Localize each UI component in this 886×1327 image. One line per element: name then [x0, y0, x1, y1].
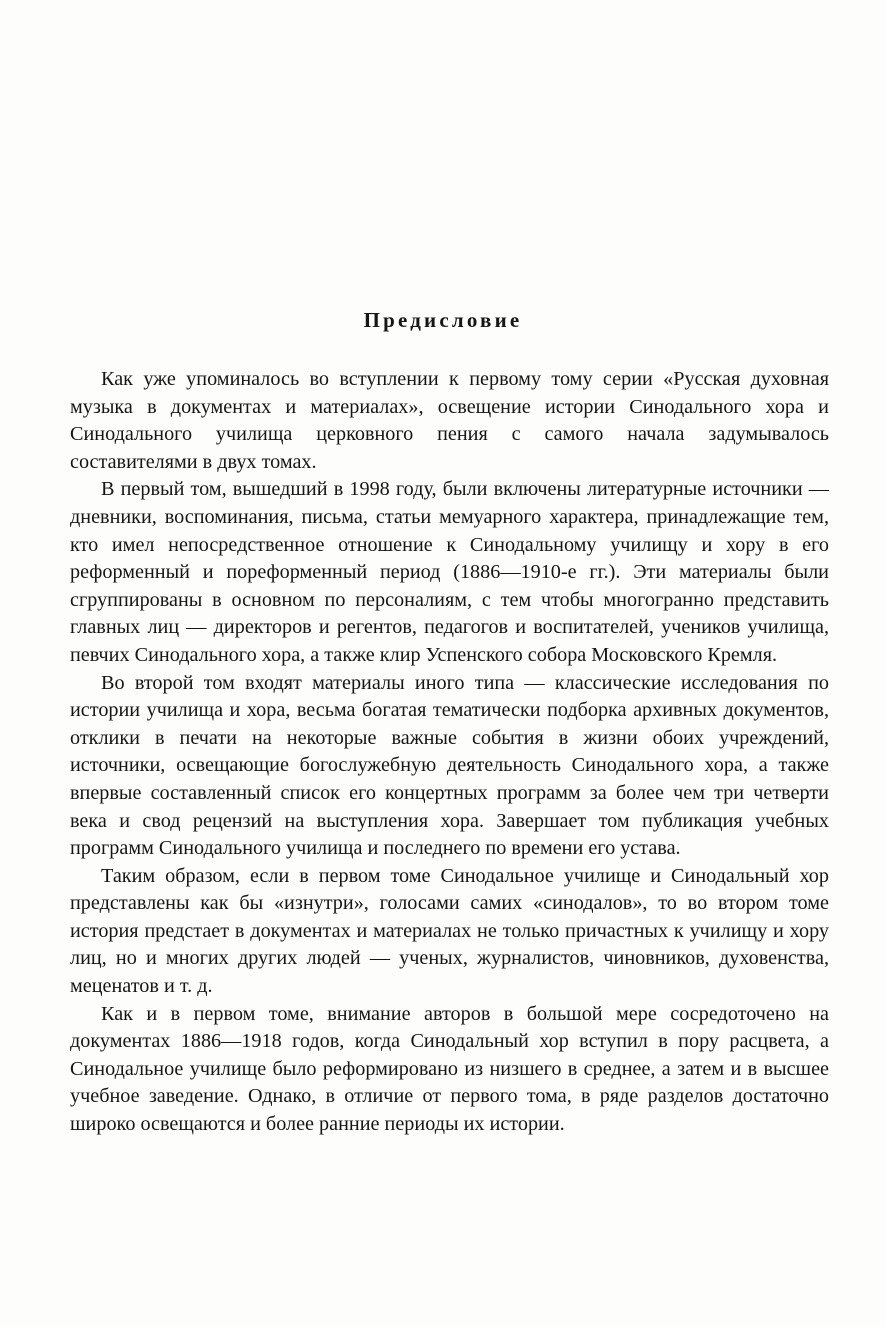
paragraph-2: В первый том, вышедший в 1998 году, были включены литературные источники — дневники, воспоминания, письма, статьи мемуарного характера, принадлежащие тем, кто имел непосредственное отношение к Синодальному училищу и хору в его реформенный и пореформенный период (1886—1910-е гг.). Эти материалы были сгруппированы в основном по персоналиям, с тем чтобы многогранно представить главных лиц — директоров и регентов, педагогов и воспитателей, учеников училища, певчих Синодального хора, а также клир Успенского собора Московского Кремля.: [70, 478, 829, 666]
paragraph-1: Как уже упоминалось во вступлении к первому тому серии «Русская духовная музыка в документах и материалах», освещение истории Синодального хора и Синодального училища церковного пения с самого начала задумывалось составителями в двух томах.: [70, 368, 829, 473]
paragraph-4: Таким образом, если в первом томе Синодальное училище и Синодальный хор представлены как бы «изнутри», голосами самих «синодалов», то во втором томе история предстает в документах и материалах не только причастных к училищу и хору лиц, но и многих других людей — ученых, журналистов, чиновников, духовенства, меценатов и т. д.: [70, 864, 829, 998]
paragraph-3: Во второй том входят материалы иного типа — классические исследования по истории училища и хора, весьма богатая тематически подборка архивных документов, отклики в печати на некоторые важные события в жизни обоих учреждений, источники, освещающие богослужебную деятельность Синодального хора, а также впервые составленный список его концертных программ за более чем три четверти века и свод рецензий на выступления хора. Завершает том публикация учебных программ Синодального училища и последнего по времени его устава.: [70, 671, 829, 860]
page-title: Предисловие: [363, 308, 523, 332]
preface-body: [70, 366, 829, 1139]
paragraph-5: Как и в первом томе, внимание авторов в большой мере сосредоточено на документах 1886—1918 годов, когда Синодальный хор вступил в пору расцвета, а Синодальное училище было реформировано из низшего в среднее, а затем и в высшее учебное заведение. Однако, в отличие от первого тома, в ряде разделов достаточно широко освещаются и более ранние периоды их истории.: [70, 1002, 829, 1136]
